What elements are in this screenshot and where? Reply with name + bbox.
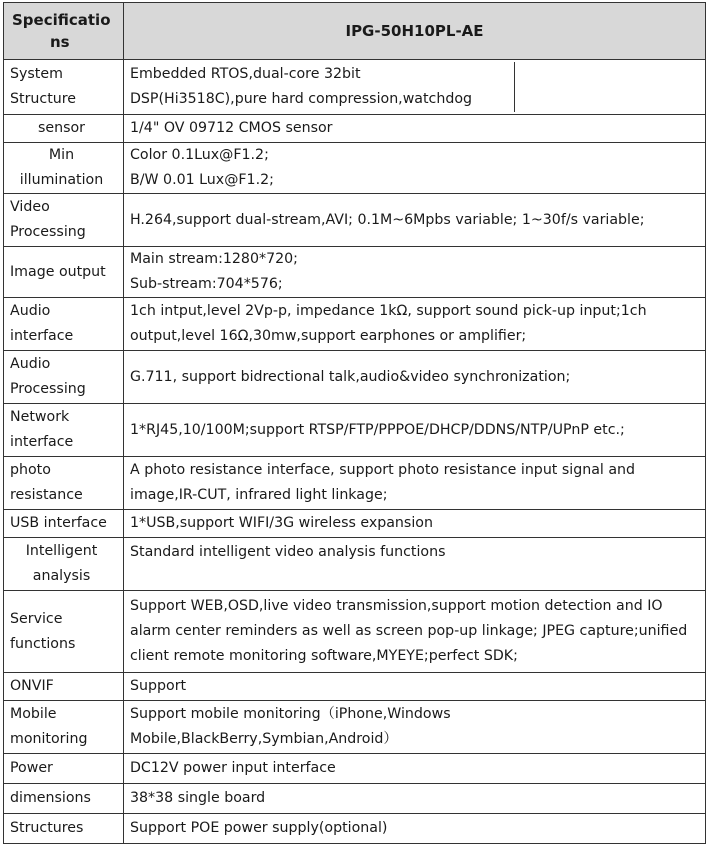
row-value: 38*38 single board (124, 784, 706, 814)
table-row (4, 457, 706, 510)
row-value: Standard intelligent video analysis functions (124, 538, 706, 591)
row-label: Image output (4, 247, 124, 298)
row-value: Support (124, 673, 706, 701)
row-label: USB interface (4, 510, 124, 538)
row-label: sensor (4, 115, 124, 143)
header-row (4, 3, 706, 60)
row-label: dimensions (4, 784, 124, 814)
row-value: Main stream:1280*720; Sub-stream:704*576; (124, 247, 706, 298)
row-label: System Structure (4, 60, 124, 115)
row-label: Structures (4, 814, 124, 844)
header-model-cell: IPG-50H10PL-AE (124, 3, 706, 60)
table-row (4, 194, 706, 247)
header-label-line2: ns (50, 33, 70, 51)
row-value: 1*RJ45,10/100M;support RTSP/FTP/PPPOE/DHCP/DDNS/NTP/UPnP etc.; (124, 404, 706, 457)
row-label: photo resistance (4, 457, 124, 510)
row-label: Min illumination (4, 143, 124, 194)
table-row (4, 143, 706, 194)
row-value: DC12V power input interface (124, 754, 706, 784)
row-value: 1ch intput,level 2Vp-p, impedance 1kΩ, support sound pick-up input;1ch output,level 16Ω,30mw,support earphones or amplifier; (124, 298, 706, 351)
specifications-table (3, 2, 706, 844)
table-row (4, 115, 706, 143)
header-label-line1: Specificatio (12, 11, 111, 29)
row-label: Network interface (4, 404, 124, 457)
row-value: Support mobile monitoring（iPhone,Windows Mobile,BlackBerry,Symbian,Android） (124, 701, 706, 754)
row-label: Audio interface (4, 298, 124, 351)
table-row (4, 673, 706, 701)
table-row (4, 510, 706, 538)
table-row (4, 351, 706, 404)
table-row (4, 247, 706, 298)
header-label-cell (4, 3, 124, 60)
table-row (4, 784, 706, 814)
table-row (4, 591, 706, 673)
row-value: 1/4" OV 09712 CMOS sensor (124, 115, 706, 143)
table-row (4, 754, 706, 784)
table-row (4, 60, 706, 115)
row-label: Audio Processing (4, 351, 124, 404)
row-label: Mobile monitoring (4, 701, 124, 754)
row-value: G.711, support bidrectional talk,audio&video synchronization; (124, 351, 706, 404)
table-row (4, 298, 706, 351)
table-row (4, 538, 706, 591)
row-value: H.264,support dual-stream,AVI; 0.1M~6Mpbs variable; 1~30f/s variable; (124, 194, 706, 247)
row-value: Embedded RTOS,dual-core 32bit DSP(Hi3518C),pure hard compression,watchdog (124, 60, 706, 115)
row-value: Color 0.1Lux@F1.2; B/W 0.01 Lux@F1.2; (124, 143, 706, 194)
table-row (4, 404, 706, 457)
row-value: 1*USB,support WIFI/3G wireless expansion (124, 510, 706, 538)
row-label: Service functions (4, 591, 124, 673)
row-value: A photo resistance interface, support photo resistance input signal and image,IR-CUT, infrared light linkage; (124, 457, 706, 510)
row-value: Support WEB,OSD,live video transmission,support motion detection and IO alarm center reminders as well as screen pop-up linkage; JPEG capture;unified client remote monitoring software,MYEYE;perfect SDK; (124, 591, 706, 673)
table-row (4, 701, 706, 754)
row-label: ONVIF (4, 673, 124, 701)
row-label: Intelligent analysis (4, 538, 124, 591)
row-label: Power (4, 754, 124, 784)
row-label: Video Processing (4, 194, 124, 247)
table-row (4, 814, 706, 844)
row-value: Support POE power supply(optional) (124, 814, 706, 844)
